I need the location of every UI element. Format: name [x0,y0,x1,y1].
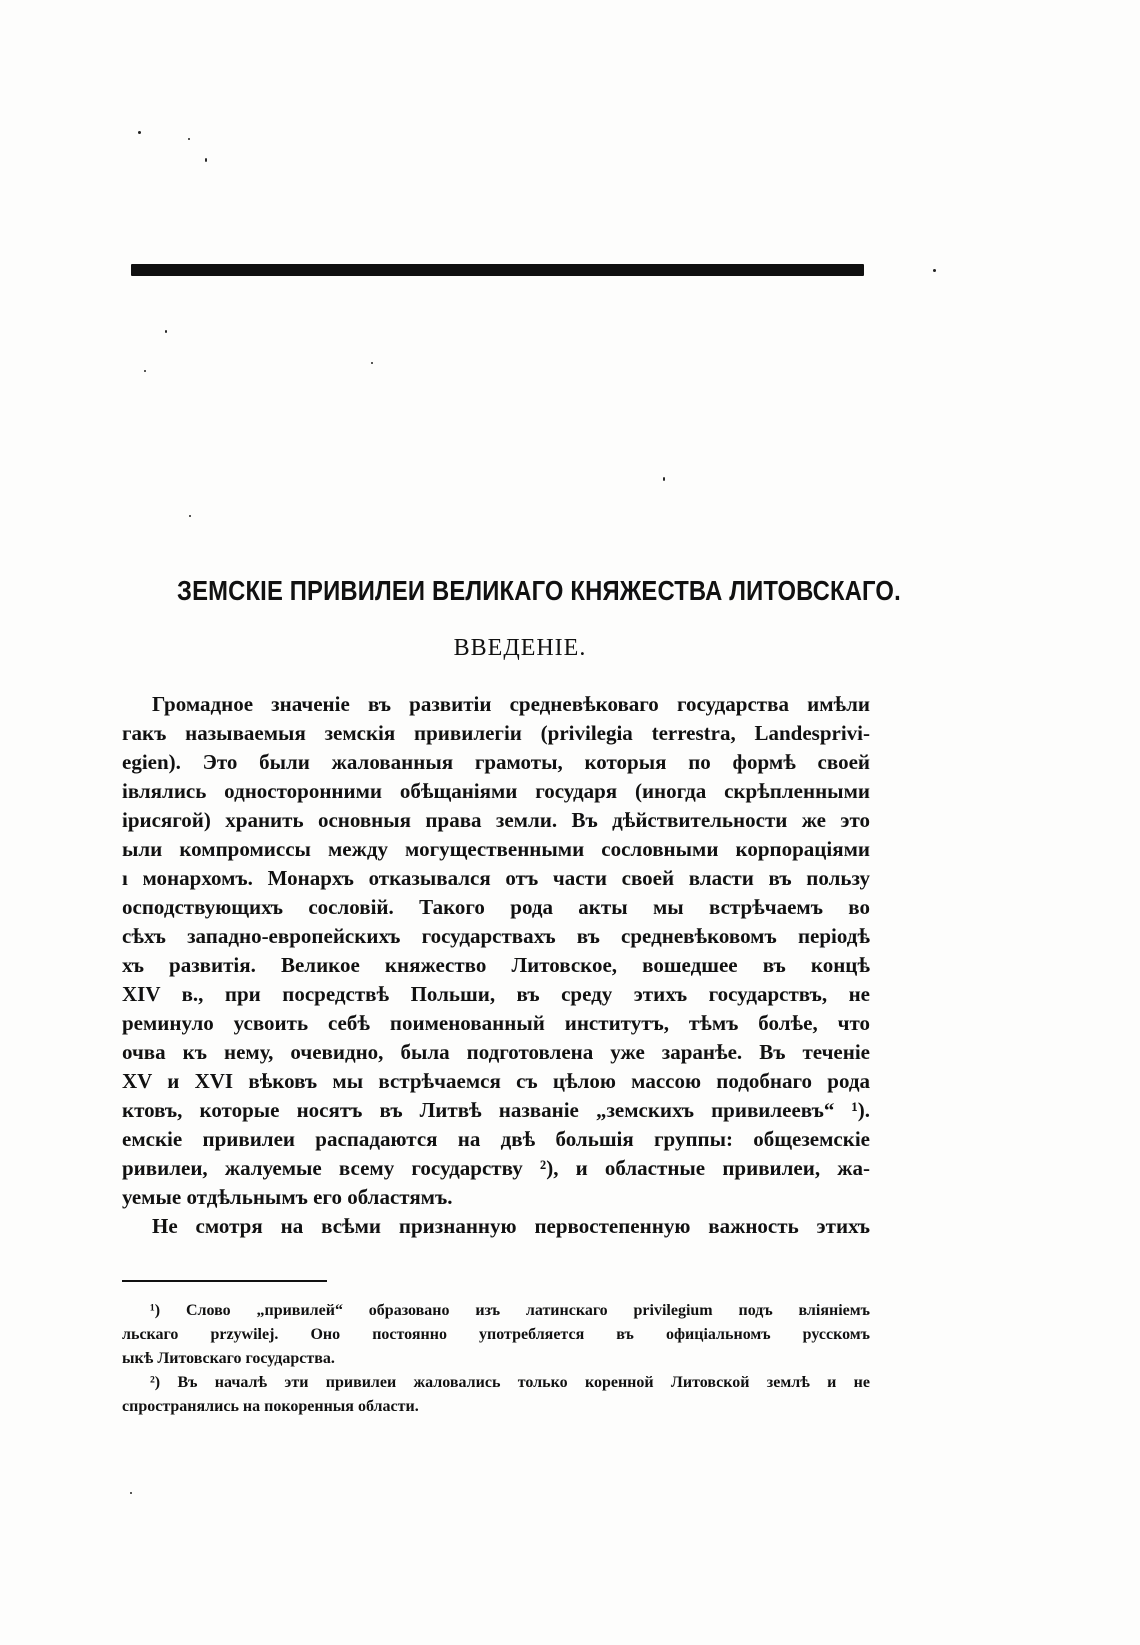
text-line: egien). Это были жалованныя грамоты, которыя по формѣ своей [122,750,870,774]
text-line: Громадное значеніе въ развитіи средневѣковаго государства имѣли [152,692,870,716]
text-line: сѣхъ западно-европейскихъ государствахъ въ средневѣковомъ періодѣ [122,924,870,948]
text-line: ΧV и XVI вѣковъ мы встрѣчаемся съ цѣлою массою подобнаго рода [122,1069,870,1093]
text-line: очва къ нему, очевидно, была подготовлена уже заранѣе. Въ теченіе [122,1040,870,1064]
scan-speck [663,477,665,481]
text-line: осподствующихъ сословій. Такого рода акты мы встрѣчаемъ во [122,895,870,919]
footnotes [122,1299,870,1419]
text-line: гакъ называемыя земскія привилегіи (privilegia terrestra, Landesprivi- [122,721,870,745]
scan-speck [138,131,141,134]
footnote-line: ¹) Слово „привилей“ образовано изъ латинскаго privilegium подъ вліяніемъ [150,1302,870,1319]
scan-speck [165,330,167,333]
scan-speck [205,158,207,162]
text-line: Не смотря на всѣми признанную первостепенную важность этихъ [152,1214,870,1238]
text-line: ривилеи, жалуемые всему государству ²), и областные привилеи, жа- [122,1156,870,1180]
text-line: ı монархомъ. Монархъ отказывался отъ части своей власти въ пользу [122,866,870,890]
page-title: ЗЕМСКІЕ ПРИВИЛЕИ ВЕЛИКАГО КНЯЖЕСТВА ЛИТОВСКАГО. [177,575,901,606]
header-rule [131,264,864,276]
scan-speck [144,370,146,372]
footnote-line: льскаго przywilej. Оно постоянно употребляется въ офиціальномъ русскомъ [122,1326,870,1343]
scan-speck [933,269,936,272]
scan-speck [371,362,373,364]
footnote-line: ²) Въ началѣ эти привилеи жаловались только коренной Литовской землѣ и не [150,1374,870,1391]
scan-speck [130,1492,132,1494]
footnote-line: ыкѣ Литовскаго государства. [122,1350,335,1367]
text-line: ыли компромиссы между могущественными сословными корпораціями [122,837,870,861]
text-line: івлялись односторонними обѣщаніями государя (иногда скрѣпленными [122,779,870,803]
footnote-line: спространялись на покоренныя области. [122,1398,419,1415]
text-line: хъ развитія. Великое княжество Литовское, вошедшее въ концѣ [122,953,870,977]
section-heading: ВВЕДЕНІЕ. [453,635,587,661]
text-line: ірисягой) хранить основныя права земли. Въ дѣйствительности же это [122,808,870,832]
scan-speck [188,138,190,140]
text-line: реминуло усвоить себѣ поименованный институтъ, тѣмъ болѣе, что [122,1011,870,1035]
text-line: емскіе привилеи распадаются на двѣ большія группы: общеземскіе [122,1127,870,1151]
text-line: ктовъ, которые носятъ въ Литвѣ названіе „земскихъ привилеевъ“ ¹). [122,1098,870,1122]
scan-speck [189,515,191,517]
footnote-rule [122,1280,327,1282]
body-text [122,690,870,1241]
text-line: ΧIV в., при посредствѣ Польши, въ среду этихъ государствъ, не [122,982,870,1006]
text-line: уемые отдѣльнымъ его областямъ. [122,1185,453,1209]
